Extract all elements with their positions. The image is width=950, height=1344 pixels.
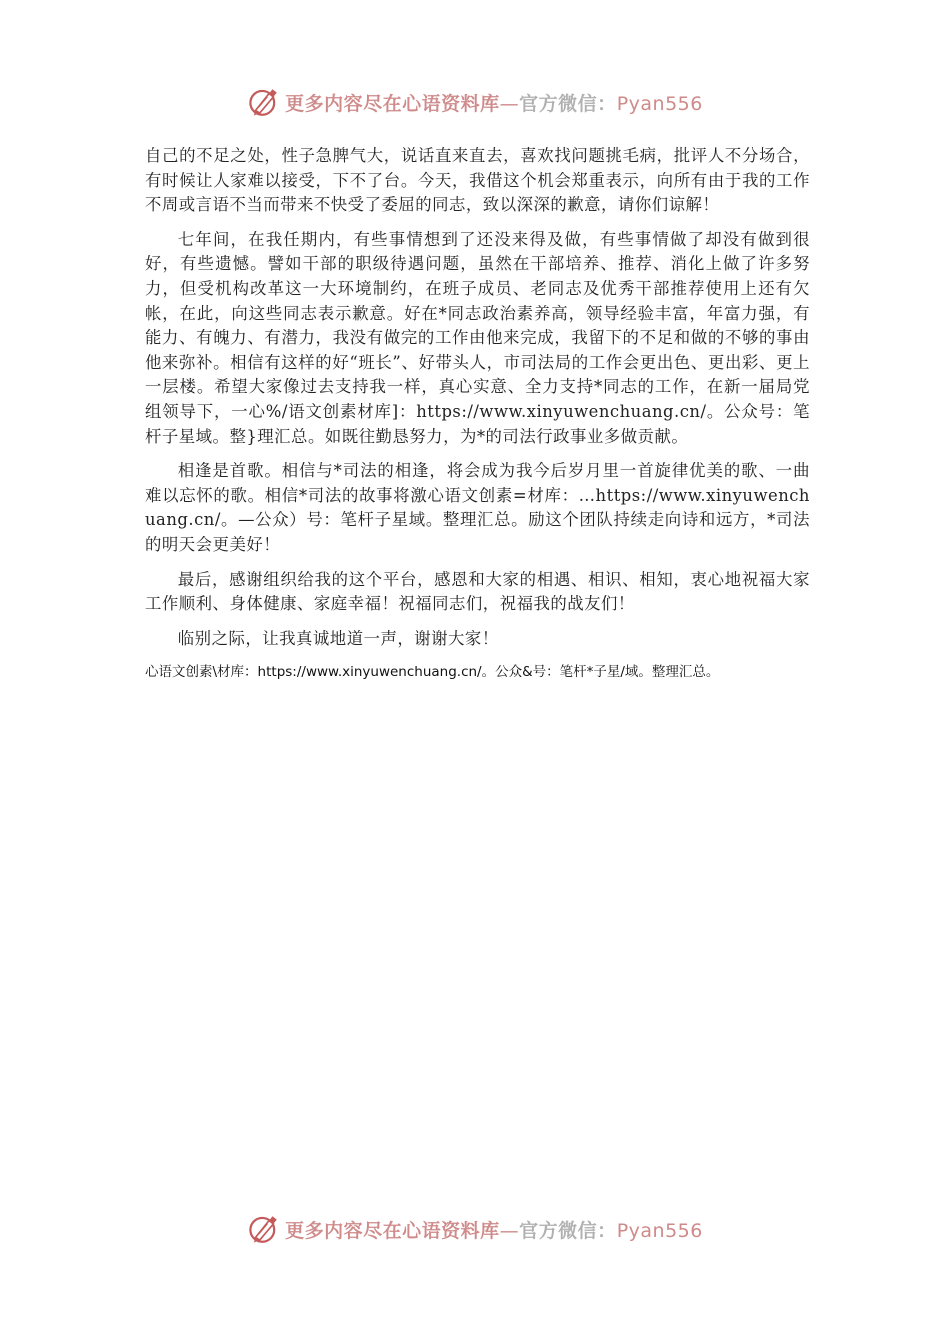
banner-dash: — — [499, 1219, 520, 1242]
paragraph-regrets: 七年间，在我任期内，有些事情想到了还没来得及做，有些事情做了却没有做到很好，有些遗憾。譬如干部的职级待遇问题，虽然在干部培养、推荐、消化上做了许多努力，但受机构改革这一大环境制约，在班子成员、老同志及优秀干部推荐使用上还有欠帐，在此，向这些同志表示歉意。好在*同志政治素养高，领导经验丰富，年富力强，有能力、有魄力、有潜力，我没有做完的工作由他来完成，我留下的不足和做的不够的事由他来弥补。相信有这样的好“班长”、好带头人，市司法局的工作会更出色、更出彩、更上一层楼。希望大家像过去支持我一样，真心实意、全力支持*同志的工作，在新一届局党组领导下，一心%/语文创素材库]：https://www.xinyuwenchuang.cn/。公众号：笔杆子星域。整}理汇总。如既往勤恳努力，为*的司法行政事业多做贡献。 — [145, 229, 810, 446]
pen-logo-icon — [247, 1212, 281, 1246]
banner-text — [285, 89, 703, 116]
source-note: 心语文创素\材库：https://www.xinyuwenchuang.cn/。公众&号：笔杆*子星/域。整理汇总。 — [145, 664, 720, 681]
banner-primary: 更多内容尽在心语资料库 — [285, 92, 500, 115]
paragraph-continuation: 自己的不足之处，性子急脾气大，说话直来直去，喜欢找问题挑毛病，批评人不分场合，有时候让人家难以接受，下不了台。今天，我借这个机会郑重表示，向所有由于我的工作不周或言语不当而带来不快受了委屈的同志，致以深深的歉意，请你们谅解！ — [145, 146, 810, 215]
banner-secondary: 官方微信： — [519, 92, 617, 115]
pen-logo-icon — [247, 85, 281, 119]
banner-dash: — — [499, 92, 520, 115]
paragraph-closing: 临别之际，让我真诚地道一声，谢谢大家！ — [177, 628, 499, 648]
header-banner — [0, 82, 950, 122]
document-body — [145, 144, 810, 683]
footer-banner — [0, 1209, 950, 1249]
banner-handle: Pyan556 — [616, 1219, 703, 1242]
banner-secondary: 官方微信： — [519, 1219, 617, 1242]
banner-primary: 更多内容尽在心语资料库 — [285, 1219, 500, 1242]
banner-handle: Pyan556 — [616, 92, 703, 115]
paragraph-farewell-song: 相逢是首歌。相信与*司法的相逢，将会成为我今后岁月里一首旋律优美的歌、一曲难以忘怀的歌。相信*司法的故事将激心语文创素=材库：…https://www.xinyuwenchuang.cn/。—公众）号：笔杆子星域。整理汇总。励这个团队持续走向诗和远方，*司法的明天会更美好！ — [145, 461, 810, 554]
banner-text — [285, 1216, 703, 1243]
paragraph-thanks: 最后，感谢组织给我的这个平台，感恩和大家的相遇、相识、相知，衷心地祝福大家工作顺利、身体健康、家庭幸福！祝福同志们，祝福我的战友们！ — [145, 569, 810, 614]
